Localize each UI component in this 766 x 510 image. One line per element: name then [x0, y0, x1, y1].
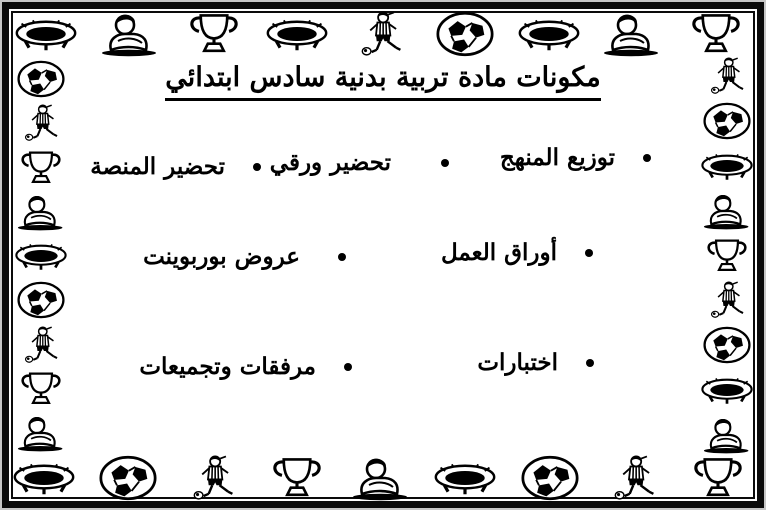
list-item-paper-preparation	[270, 149, 449, 176]
list-item-label: مرفقات وتجميعات	[139, 353, 316, 380]
list-item-platform-preparation	[90, 153, 261, 180]
list-item-curriculum-distribution	[500, 144, 651, 171]
list-item-label: عروض بوربوينت	[143, 243, 300, 270]
bullet-icon	[585, 249, 593, 257]
bullet-icon	[253, 163, 261, 171]
list-item-label: أوراق العمل	[440, 239, 557, 266]
bullet-icon	[338, 253, 346, 261]
list-item-worksheets	[441, 239, 593, 266]
page-title-text: مكونات مادة تربية بدنية سادس ابتدائي	[165, 62, 600, 101]
bullet-icon	[586, 359, 594, 367]
list-item-attachments-compilations	[139, 353, 352, 380]
list-item-label: اختبارات	[477, 349, 558, 376]
bullet-icon	[643, 154, 651, 162]
list-item-tests	[477, 349, 594, 376]
list-item-powerpoint-presentations	[143, 243, 346, 270]
list-item-label: توزيع المنهج	[499, 144, 615, 171]
bullet-icon	[344, 363, 352, 371]
list-item-label: تحضير ورقي	[269, 149, 391, 176]
bullet-icon	[441, 159, 449, 167]
page-title	[90, 62, 676, 93]
list-item-label: تحضير المنصة	[90, 153, 225, 180]
